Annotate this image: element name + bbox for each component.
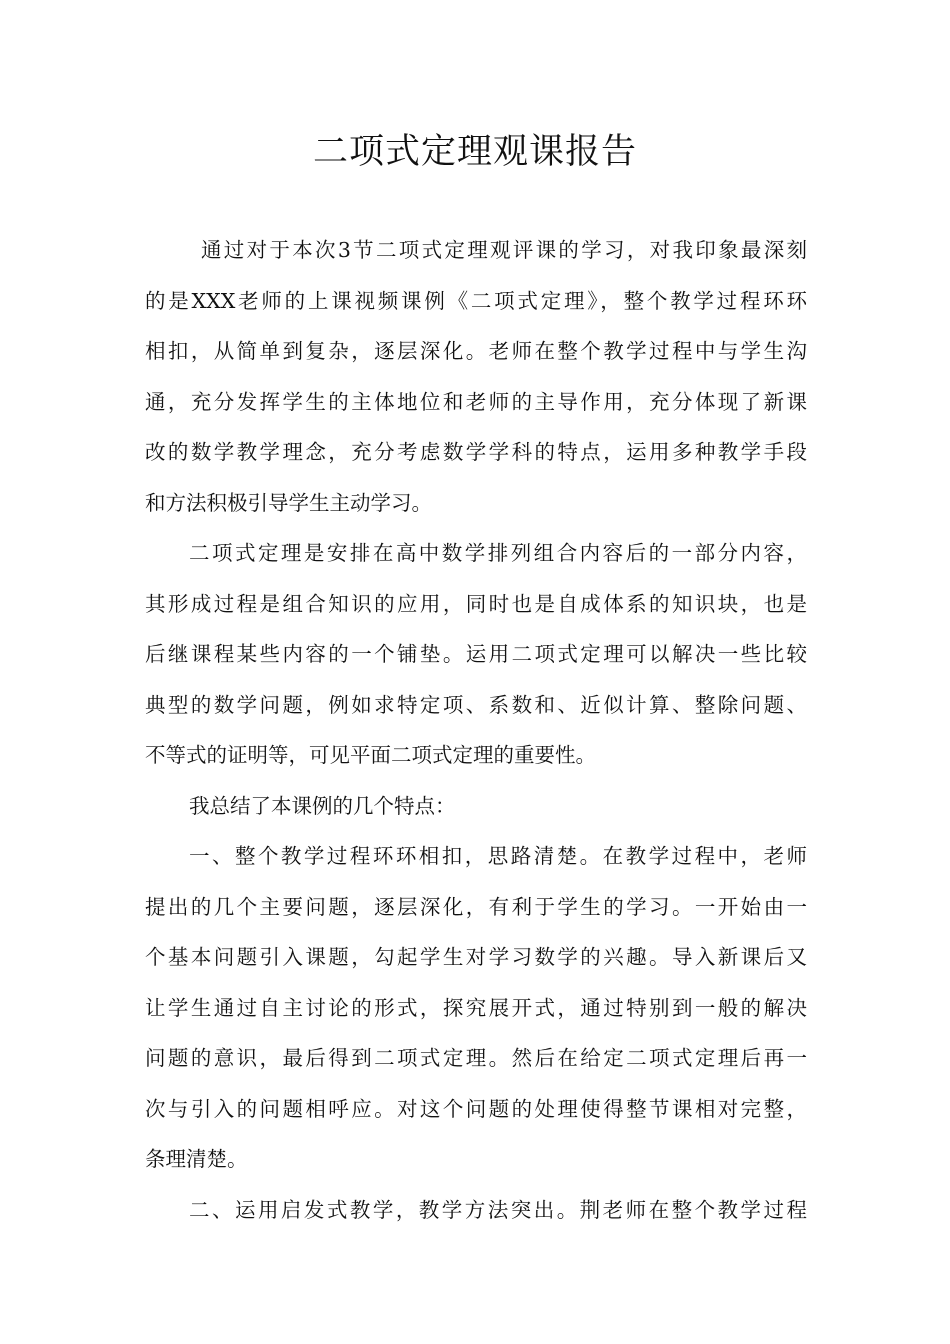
paragraph-line: 典型的数学问题，例如求特定项、系数和、近似计算、整除问题、 <box>145 692 807 717</box>
paragraph-line: 其形成过程是组合知识的应用，同时也是自成体系的知识块，也是 <box>145 591 807 616</box>
paragraph-line: 后继课程某些内容的一个铺垫。运用二项式定理可以解决一些比较 <box>145 642 807 666</box>
document-title: 二项式定理观课报告 <box>312 132 637 172</box>
paragraph-line: 相扣，从简单到复杂，逐层深化。老师在整个教学过程中与学生沟 <box>145 339 807 363</box>
document-body <box>145 225 807 1235</box>
paragraph-line: 提出的几个主要问题，逐层深化，有利于学生的学习。一开始由一 <box>145 894 807 919</box>
paragraph-line: 二、运用启发式教学，教学方法突出。荆老师在整个教学过程 <box>189 1197 807 1222</box>
paragraph-line: 的是XXX老师的上课视频课例《二项式定理》，整个教学过程环环 <box>145 288 807 313</box>
paragraph-line: 个基本问题引入课题，勾起学生对学习数学的兴趣。导入新课后又 <box>145 945 807 969</box>
paragraph-line: 二项式定理是安排在高中数学排列组合内容后的一部分内容， <box>189 541 807 565</box>
paragraph-line: 我总结了本课例的几个特点： <box>189 793 456 818</box>
paragraph-line: 不等式的证明等，可见平面二项式定理的重要性。 <box>145 743 596 767</box>
paragraph-line: 通，充分发挥学生的主体地位和老师的主导作用，充分体现了新课 <box>145 389 807 414</box>
paragraph-line: 改的数学教学理念，充分考虑数学学科的特点，运用多种教学手段 <box>145 440 807 464</box>
paragraph-line: 一、整个教学过程环环相扣，思路清楚。在教学过程中，老师 <box>189 844 807 868</box>
paragraph-line: 条理清楚。 <box>145 1147 248 1171</box>
paragraph-line: 和方法积极引导学生主动学习。 <box>145 490 432 515</box>
paragraph-line: 让学生通过自主讨论的形式，探究展开式，通过特别到一般的解决 <box>145 995 807 1020</box>
paragraph-line: 次与引入的问题相呼应。对这个问题的处理使得整节课相对完整， <box>145 1096 807 1121</box>
paragraph-line: 通过对于本次3节二项式定理观评课的学习，对我印象最深刻 <box>201 238 807 262</box>
paragraph-line: 问题的意识，最后得到二项式定理。然后在给定二项式定理后再一 <box>145 1046 807 1070</box>
